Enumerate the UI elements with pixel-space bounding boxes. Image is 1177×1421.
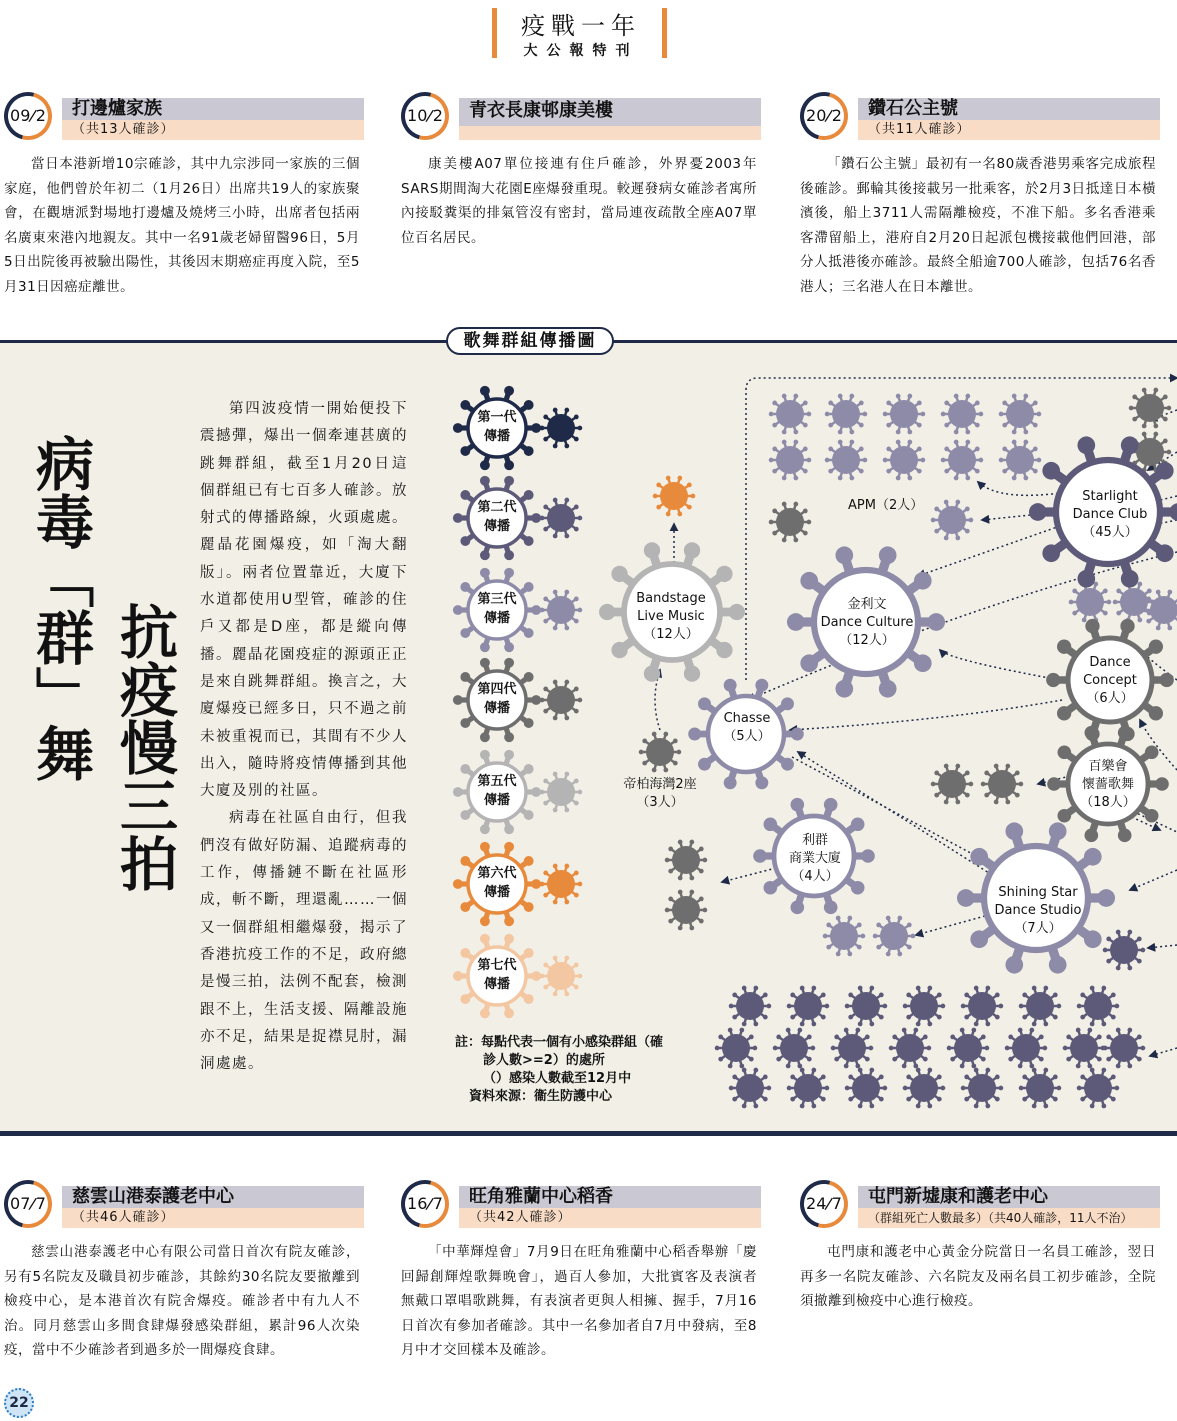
apm-label: APM（2人） [848, 498, 924, 513]
legend-dot-icon [540, 772, 583, 813]
cluster-dot [883, 440, 926, 481]
cluster-dot [883, 394, 926, 435]
cluster-dot [999, 394, 1042, 435]
legend-label: 第五代 傳播 [477, 774, 517, 808]
node-label-leiquan: 利群 商業大廈 （4人） [788, 833, 841, 884]
event-card-0707 [4, 1180, 364, 1370]
card-body: 「鑽石公主號」最初有一名80歲香港男乘客完成旅程後確診。郵輪其後接載另一批乘客，於2月3日抵達日本橫濱後，船上3711人需隔離檢疫，不准下船。多名香港乘客滯留船上，港府自2月20日起派包機接載他們回港，部分人抵港後亦確診。最終全船逾700人確診，包括76名香港人；三名港人在日本離世。 [800, 156, 1156, 295]
card-count: （共42人確診） [459, 1208, 761, 1228]
cluster-dot [1077, 1068, 1120, 1109]
cluster-dot [831, 1028, 874, 1069]
event-card-1607 [401, 1180, 761, 1370]
card-count: （共46人確診） [62, 1208, 364, 1228]
cluster-dot [947, 1028, 990, 1069]
card-title: 青衣長康邨康美樓 [459, 98, 761, 132]
legend-dot-icon [540, 408, 583, 449]
legend-dot-icon [540, 498, 583, 539]
cluster-dot [773, 1028, 816, 1069]
cluster-dot [769, 440, 812, 481]
card-count: （群組死亡人數最多）（共40人確診，11人不治） [858, 1208, 1160, 1228]
date-badge: 20/2 [800, 92, 848, 140]
cluster-dot [1143, 590, 1177, 631]
node-label-concept: Dance Concept （6人） [1083, 655, 1137, 706]
card-title: 屯門新墟康和護老中心 [858, 1186, 1160, 1208]
legend-label: 第四代 傳播 [477, 682, 517, 716]
node-label-pakluk: 百樂會 懷薔歌舞 （18人） [1080, 759, 1136, 810]
cluster-dot [931, 500, 974, 541]
cluster-dot [769, 394, 812, 435]
cluster-dot [787, 986, 830, 1027]
article-paragraph: 病毒在社區自由行，但我們沒有做好防漏、追蹤病毒的工作，傳播鏈不斷在社區形成，斬不斷，理還亂……一個又一個群組相繼爆發，揭示了香港抗疫工作的不足，政府總是慢三拍，法例不配套，檢測跟不上，生活支援、隔離設施亦不足，結果是捉襟見肘，漏洞處處。 [200, 810, 408, 1073]
cluster-dot [769, 502, 812, 543]
cluster-dot [715, 1028, 758, 1069]
spread-link [722, 868, 776, 882]
cluster-dot [1005, 1028, 1048, 1069]
node-label-kamlei: 金利文 Dance Culture （12人） [820, 597, 914, 648]
cluster-dot [903, 986, 946, 1027]
legend-label: 第一代 傳播 [477, 410, 517, 444]
spread-link [918, 526, 1060, 576]
cluster-dot [889, 1028, 932, 1069]
card-title: 鑽石公主號 [858, 98, 1160, 120]
date-badge: 07/7 [4, 1180, 52, 1228]
legend-label: 第六代 傳播 [477, 866, 517, 900]
cluster-dot [729, 986, 772, 1027]
cluster-dot [941, 440, 984, 481]
legend-dot-icon [540, 864, 583, 905]
cluster-dot [825, 440, 868, 481]
spread-link [940, 650, 1060, 680]
cluster-dot [931, 764, 974, 805]
cluster-dot [1103, 1028, 1146, 1069]
spread-link [790, 700, 1062, 730]
event-card-2407 [800, 1180, 1160, 1370]
legend-dot-icon [540, 680, 583, 721]
spread-link [1148, 945, 1177, 948]
card-title: 慈雲山港泰護老中心 [62, 1186, 364, 1208]
cluster-dot [1077, 986, 1120, 1027]
page-number: 22 [4, 1388, 34, 1418]
cluster-dot [961, 1068, 1004, 1109]
cluster-dot [787, 1068, 830, 1109]
infographic-title: 歌舞群組傳播圖 [446, 327, 614, 355]
headline-1: 病毒「群」舞 [26, 434, 94, 782]
date-badge: 09/2 [4, 92, 52, 140]
cluster-dot [823, 916, 866, 957]
chart-note: 註：每點代表一個有小感染群組（確 診人數>=2）的處所 （）感染人數截至12月中 資料來源：衞生防護中心 [455, 1035, 664, 1104]
cluster-dot [1129, 388, 1172, 429]
legend-label: 第三代 傳播 [477, 592, 517, 626]
cluster-dot [1069, 582, 1112, 623]
card-body: 康美樓A07單位接連有住戶確診，外界憂2003年SARS期間淘大花園E座爆發重現。較遲發病女確診者寓所內接駁糞渠的排氣管沒有密封，當局連夜疏散全座A07單位百名居民。 [401, 156, 757, 246]
cluster-dot [1103, 930, 1146, 971]
legend-label: 第七代 傳播 [477, 958, 517, 992]
section-subtitle: 大公報特刊 [523, 43, 639, 59]
card-body: 當日本港新增10宗確診，其中九宗涉同一家族的三個家庭，他們曾於年初二（1月26日）出席共19人的家族聚會，在觀塘派對場地打邊爐及燒烤三小時，出席者包括兩名廣東來港內地親友。其中一名91歲老婦留醫96日，5月5日出院後再被驗出陽性，其後因末期癌症再度入院，至5月31日因癌症離世。 [4, 156, 360, 295]
cluster-dot [1063, 1028, 1106, 1069]
card-body: 慈雲山港泰護老中心有限公司當日首次有院友確診，另有5名院友及職員初步確診，其餘約30名院友要撤離到檢疫中心，是本港首次有院舍爆疫。確診者中有九人不治。同月慈雲山多間食肆爆發感染群組，累計96人次染疫，當中不少確診者到過多於一間爆疫食肆。 [4, 1244, 360, 1358]
spread-link [1130, 870, 1177, 890]
node-label-shining: Shining Star Dance Studio （7人） [994, 885, 1082, 936]
card-title: 旺角雅蘭中心稻香 [459, 1186, 761, 1208]
cluster-dot [665, 890, 708, 931]
cluster-dot [639, 732, 682, 773]
bayview-label: 帝柏海灣2座 （3人） [623, 777, 697, 810]
card-count: （共11人確診） [858, 120, 1160, 140]
spread-link [1150, 1048, 1177, 1056]
date-badge: 24/7 [800, 1180, 848, 1228]
cluster-dot [941, 394, 984, 435]
date-badge: 10/2 [401, 92, 449, 140]
cluster-dot [1113, 582, 1156, 623]
cluster-dot [845, 1068, 888, 1109]
section-title: 疫戰一年 [521, 12, 641, 40]
legend-label: 第二代 傳播 [477, 500, 517, 534]
cluster-dot [961, 986, 1004, 1027]
cluster-dot [1019, 986, 1062, 1027]
cluster-dot [653, 476, 696, 517]
card-count: （共13人確診） [62, 120, 364, 140]
cluster-dot [873, 916, 916, 957]
cluster-dot [981, 764, 1024, 805]
date-badge: 16/7 [401, 1180, 449, 1228]
node-label-starlight: Starlight Dance Club （45人） [1072, 489, 1148, 540]
article-paragraph: 第四波疫情一開始便投下震撼彈，爆出一個牽連甚廣的跳舞群組，截至1月20日這個群組已有七百多人確診。放射式的傳播路線，火頭處處。麗晶花園爆疫，如「淘大翻版」。兩者位置靠近，大廈下水道都使用U型管，確診的住戶又都是D座，都是縱向傳播。麗晶花園疫症的源頭正正是來自跳舞群組。換言之，大廈爆疫已經多日，只不過之前未被重視而已，其間有不少人出入，隨時將疫情傳播到其他大廈及別的社區。 [200, 401, 408, 800]
legend-dot-icon [540, 590, 583, 631]
cluster-dot [825, 394, 868, 435]
cluster-dot [903, 1068, 946, 1109]
card-body: 屯門康和護老中心黃金分院當日一名員工確診，翌日再多一名院友確診、六名院友及兩名員工初步確診，全院須撤離到檢疫中心進行檢疫。 [800, 1244, 1156, 1309]
cluster-dot [665, 840, 708, 881]
cluster-dot [1019, 1068, 1062, 1109]
legend-dot-icon [540, 956, 583, 997]
card-body: 「中華輝煌會」7月9日在旺角雅蘭中心稻香舉辦「慶回歸創輝煌歌舞晚會」，過百人參加，大批賓客及表演者無戴口罩唱歌跳舞，有表演者更與人相擁、握手，7月16日首次有參加者確診。其中一名參加者自7月中發病，至8月中才交回樣本及確診。 [401, 1244, 757, 1358]
node-label-chasse: Chasse （5人） [723, 711, 771, 744]
cluster-dot [845, 986, 888, 1027]
cluster-dot [999, 440, 1042, 481]
node-label-bandstage: Bandstage Live Music （12人） [636, 591, 706, 642]
headline-2: 抗疫慢三拍 [110, 602, 178, 892]
card-title: 打邊爐家族 [62, 98, 364, 120]
cluster-dot [729, 1068, 772, 1109]
